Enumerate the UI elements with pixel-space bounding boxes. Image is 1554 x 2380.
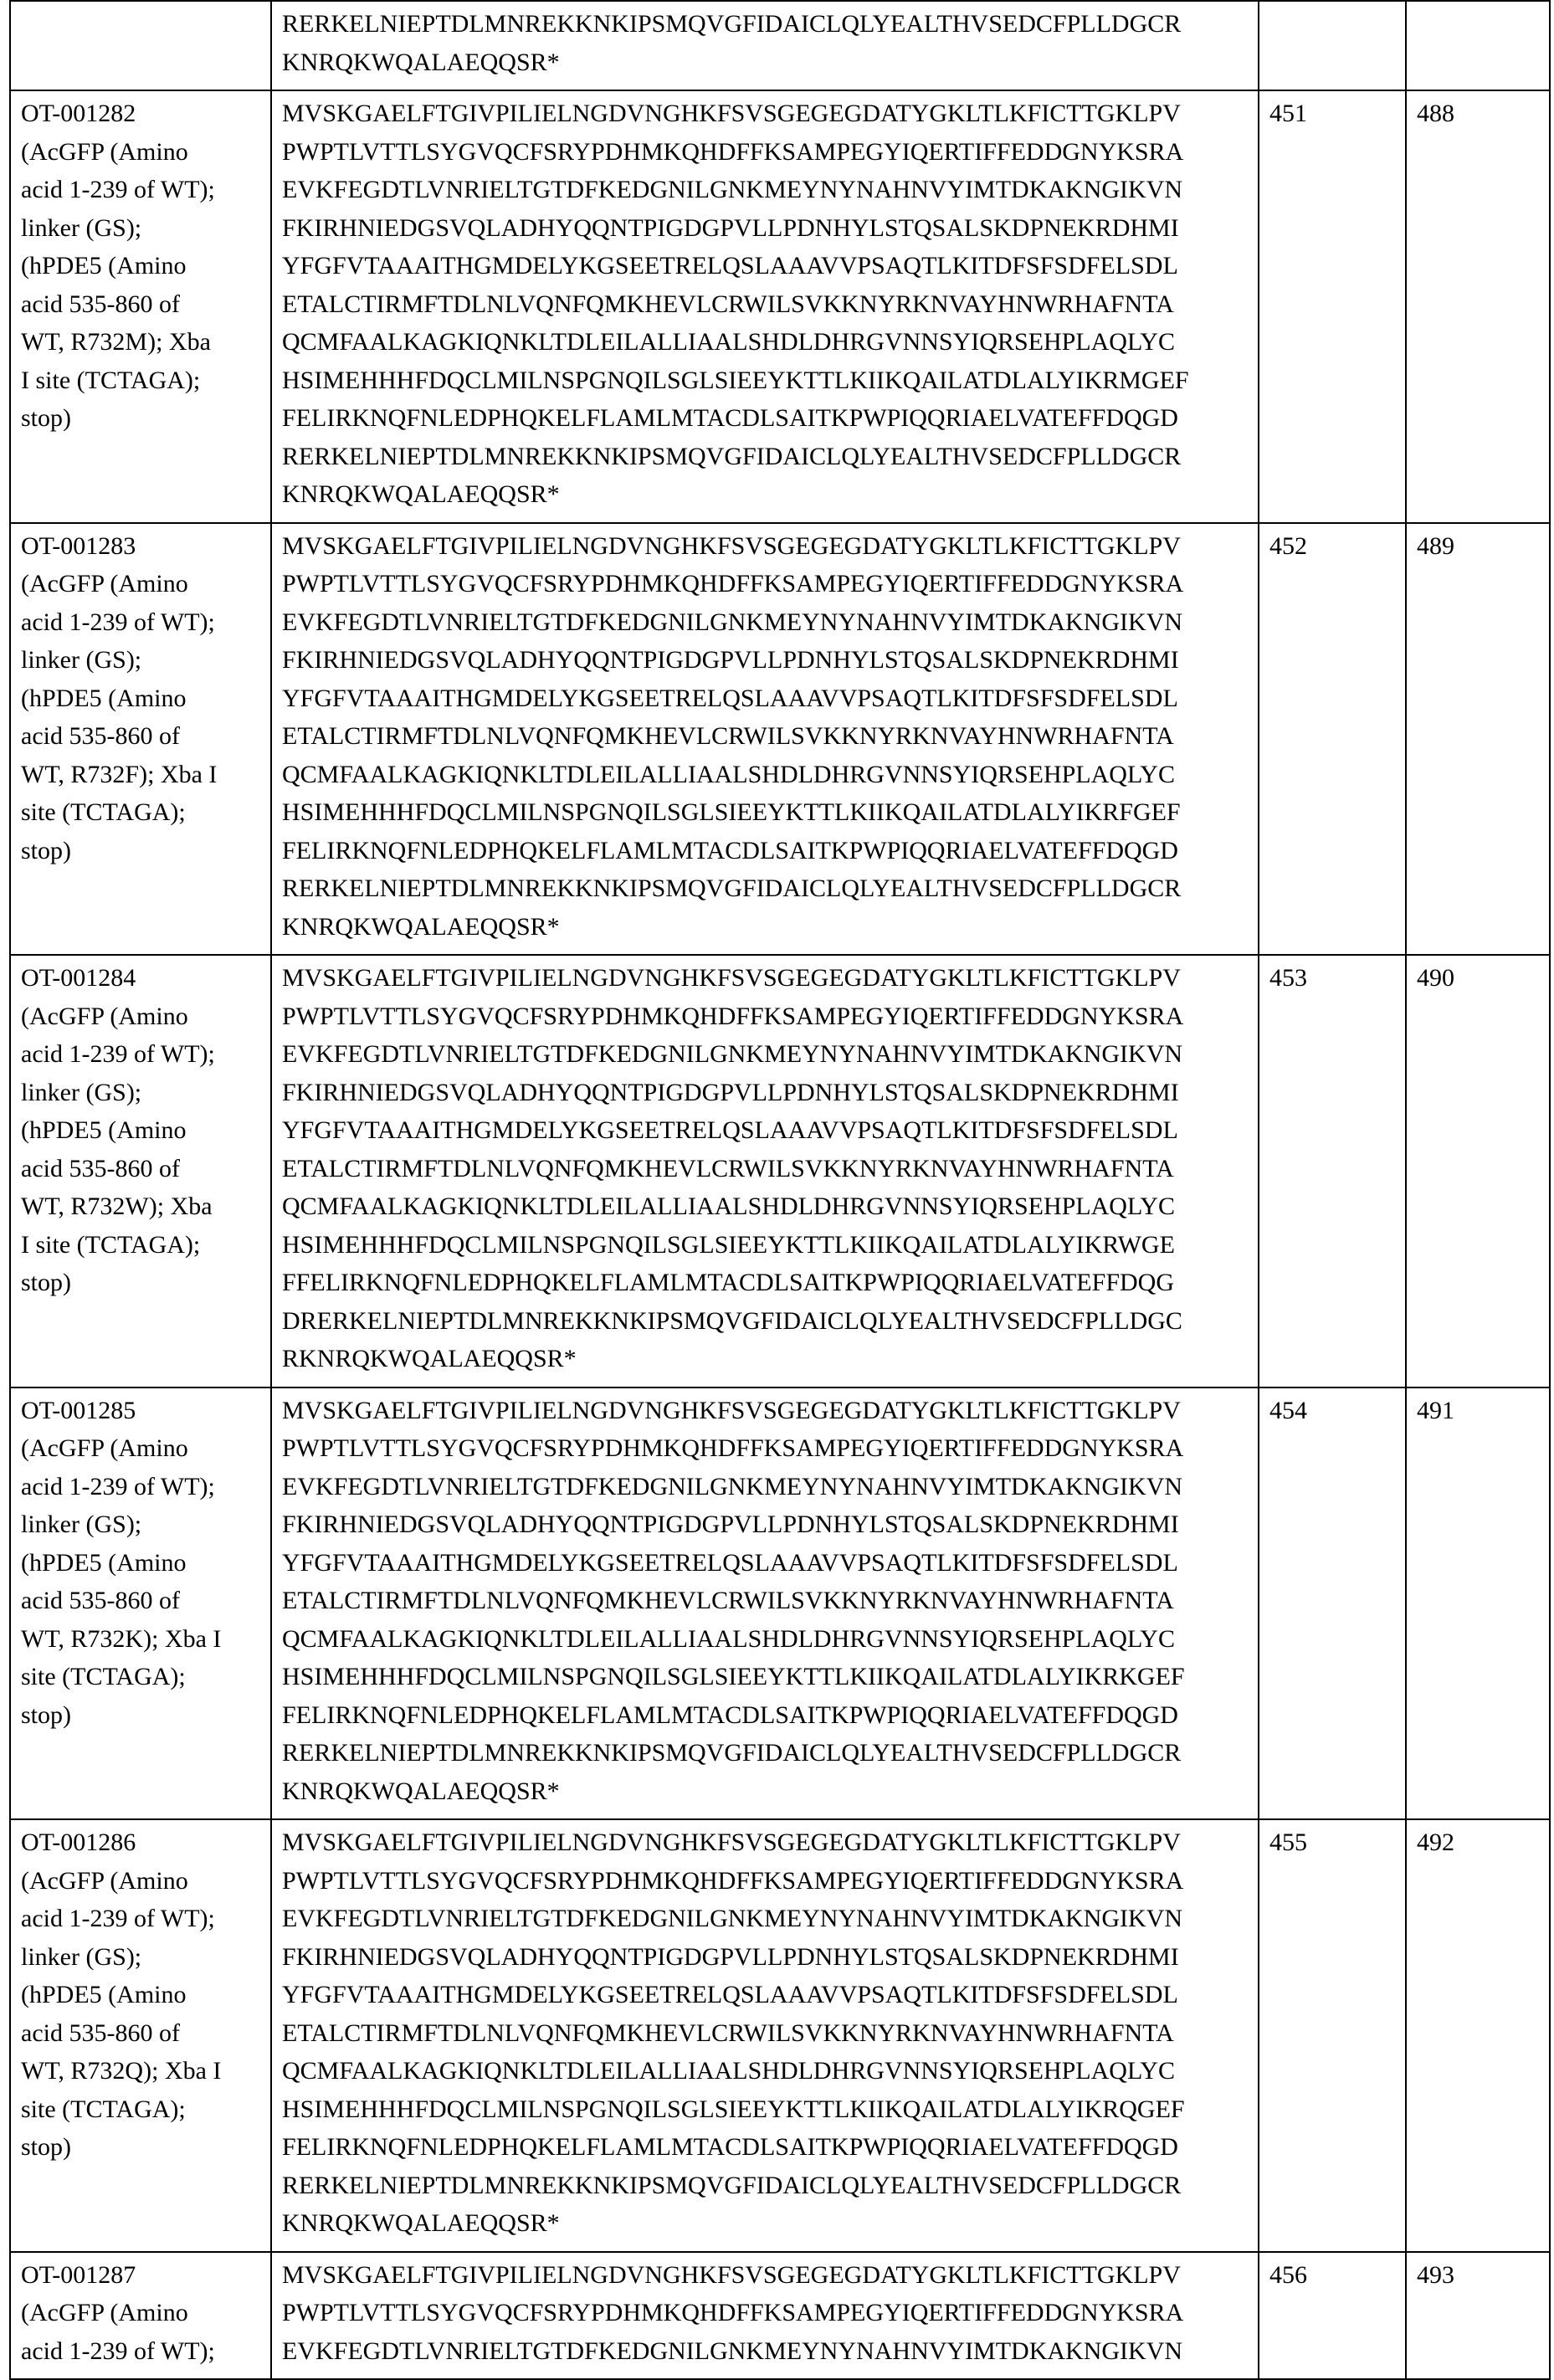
construct-name-line: (AcGFP (Amino [21, 133, 265, 172]
sequence-line: YFGFVTAAAITHGMDELYKGSEETRELQSLAAAVVPSAQTLKITDFSFSDFELSDL [282, 1976, 1253, 2014]
seq-id-nucleotide-cell: 492 [1406, 1819, 1550, 2252]
sequence-line: QCMFAALKAGKIQNKLTDLEILALLIAALSHDLDHRGVNNSYIQRSEHPLAQLYC [282, 2052, 1253, 2090]
construct-name-line: (hPDE5 (Amino [21, 247, 265, 285]
sequence-line: FFELIRKNQFNLEDPHQKELFLAMLMTACDLSAITKPWPIQQRIAELVATEFFDQG [282, 1264, 1253, 1302]
sequence-line: PWPTLVTTLSYGVQCFSRYPDHMKQHDFFKSAMPEGYIQERTIFFEDDGNYKSRA [282, 1862, 1253, 1900]
construct-name-line: WT, R732K); Xba I [21, 1620, 265, 1659]
sequence-cell [271, 955, 1259, 1387]
construct-name-line: acid 535-860 of [21, 1582, 265, 1620]
sequence-line: FELIRKNQFNLEDPHQKELFLAMLMTACDLSAITKPWPIQQRIAELVATEFFDQGD [282, 1696, 1253, 1735]
sequence-line: ETALCTIRMFTDLNLVQNFQMKHEVLCRWILSVKKNYRKNVAYHNWRHAFNTA [282, 1582, 1253, 1620]
construct-name-line: I site (TCTAGA); [21, 1226, 265, 1264]
construct-name-line: OT-001287 [21, 2256, 265, 2295]
construct-name-line: stop) [21, 399, 265, 438]
sequence-line: QCMFAALKAGKIQNKLTDLEILALLIAALSHDLDHRGVNNSYIQRSEHPLAQLYC [282, 756, 1253, 794]
sequence-line: YFGFVTAAAITHGMDELYKGSEETRELQSLAAAVVPSAQTLKITDFSFSDFELSDL [282, 1544, 1253, 1582]
sequence-line: ETALCTIRMFTDLNLVQNFQMKHEVLCRWILSVKKNYRKNVAYHNWRHAFNTA [282, 2014, 1253, 2053]
sequence-line: RERKELNIEPTDLMNREKKNKIPSMQVGFIDAICLQLYEALTHVSEDCFPLLDGCR [282, 1734, 1253, 1772]
sequence-line: QCMFAALKAGKIQNKLTDLEILALLIAALSHDLDHRGVNNSYIQRSEHPLAQLYC [282, 1620, 1253, 1659]
seq-id-nucleotide-cell [1406, 1, 1550, 90]
seq-id-nucleotide-cell: 491 [1406, 1387, 1550, 1820]
construct-name-line: OT-001286 [21, 1823, 265, 1862]
construct-name-line: acid 1-239 of WT); [21, 1900, 265, 1938]
sequence-line: HSIMEHHHFDQCLMILNSPGNQILSGLSIEEYKTTLKIIKQAILATDLALYIKRFGEF [282, 793, 1253, 832]
sequence-line: FELIRKNQFNLEDPHQKELFLAMLMTACDLSAITKPWPIQQRIAELVATEFFDQGD [282, 832, 1253, 870]
sequence-line: YFGFVTAAAITHGMDELYKGSEETRELQSLAAAVVPSAQTLKITDFSFSDFELSDL [282, 1111, 1253, 1150]
construct-name-line: acid 535-860 of [21, 285, 265, 324]
sequence-line: HSIMEHHHFDQCLMILNSPGNQILSGLSIEEYKTTLKIIKQAILATDLALYIKRKGEF [282, 1658, 1253, 1696]
table-row [10, 2252, 1550, 2380]
sequence-line: RERKELNIEPTDLMNREKKNKIPSMQVGFIDAICLQLYEALTHVSEDCFPLLDGCR [282, 2167, 1253, 2205]
construct-name-line: stop) [21, 1696, 265, 1735]
construct-name-line: (AcGFP (Amino [21, 1429, 265, 1468]
construct-name-cell [10, 1819, 271, 2252]
sequence-cell [271, 90, 1259, 523]
construct-name-line: linker (GS); [21, 641, 265, 680]
sequence-line: KNRQKWQALAEQQSR* [282, 1772, 1253, 1811]
seq-id-protein-cell: 452 [1259, 523, 1406, 956]
construct-name-line: site (TCTAGA); [21, 793, 265, 832]
seq-id-nucleotide-cell: 488 [1406, 90, 1550, 523]
sequence-line: FKIRHNIEDGSVQLADHYQQNTPIGDGPVLLPDNHYLSTQSALSKDPNEKRDHMI [282, 1505, 1253, 1544]
construct-name-line: WT, R732M); Xba [21, 323, 265, 362]
table-row [10, 1387, 1550, 1820]
construct-name-cell [10, 1387, 271, 1820]
table-body [10, 1, 1550, 2379]
sequence-line: ETALCTIRMFTDLNLVQNFQMKHEVLCRWILSVKKNYRKNVAYHNWRHAFNTA [282, 717, 1253, 756]
sequence-line: MVSKGAELFTGIVPILIELNGDVNGHKFSVSGEGEGDATYGKLTLKFICTTGKLPV [282, 95, 1253, 133]
sequence-line: PWPTLVTTLSYGVQCFSRYPDHMKQHDFFKSAMPEGYIQERTIFFEDDGNYKSRA [282, 565, 1253, 603]
seq-id-nucleotide-cell: 490 [1406, 955, 1550, 1387]
seq-id-protein-cell [1259, 1, 1406, 90]
construct-name-line: acid 1-239 of WT); [21, 603, 265, 642]
sequence-line: MVSKGAELFTGIVPILIELNGDVNGHKFSVSGEGEGDATYGKLTLKFICTTGKLPV [282, 2256, 1253, 2295]
sequence-line: DRERKELNIEPTDLMNREKKNKIPSMQVGFIDAICLQLYEALTHVSEDCFPLLDGC [282, 1302, 1253, 1341]
sequence-line: FKIRHNIEDGSVQLADHYQQNTPIGDGPVLLPDNHYLSTQSALSKDPNEKRDHMI [282, 1074, 1253, 1112]
construct-name-line: site (TCTAGA); [21, 1658, 265, 1696]
sequence-line: ETALCTIRMFTDLNLVQNFQMKHEVLCRWILSVKKNYRKNVAYHNWRHAFNTA [282, 285, 1253, 324]
sequence-line: RERKELNIEPTDLMNREKKNKIPSMQVGFIDAICLQLYEALTHVSEDCFPLLDGCR [282, 869, 1253, 908]
sequence-line: FELIRKNQFNLEDPHQKELFLAMLMTACDLSAITKPWPIQQRIAELVATEFFDQGD [282, 2128, 1253, 2167]
construct-name-line: stop) [21, 832, 265, 870]
construct-name-line: (hPDE5 (Amino [21, 680, 265, 718]
construct-name-line: acid 1-239 of WT); [21, 1035, 265, 1074]
sequence-line: MVSKGAELFTGIVPILIELNGDVNGHKFSVSGEGEGDATYGKLTLKFICTTGKLPV [282, 1823, 1253, 1862]
sequence-line: FKIRHNIEDGSVQLADHYQQNTPIGDGPVLLPDNHYLSTQSALSKDPNEKRDHMI [282, 1938, 1253, 1977]
construct-name-line: OT-001285 [21, 1392, 265, 1430]
sequence-line: YFGFVTAAAITHGMDELYKGSEETRELQSLAAAVVPSAQTLKITDFSFSDFELSDL [282, 680, 1253, 718]
construct-name-line: (hPDE5 (Amino [21, 1111, 265, 1150]
sequence-line: HSIMEHHHFDQCLMILNSPGNQILSGLSIEEYKTTLKIIKQAILATDLALYIKRWGE [282, 1226, 1253, 1264]
seq-id-protein-cell: 454 [1259, 1387, 1406, 1820]
construct-name-line: linker (GS); [21, 1505, 265, 1544]
construct-name-line: OT-001282 [21, 95, 265, 133]
construct-name-cell [10, 2252, 271, 2380]
sequence-line: FKIRHNIEDGSVQLADHYQQNTPIGDGPVLLPDNHYLSTQSALSKDPNEKRDHMI [282, 641, 1253, 680]
sequence-line: YFGFVTAAAITHGMDELYKGSEETRELQSLAAAVVPSAQTLKITDFSFSDFELSDL [282, 247, 1253, 285]
construct-name-line: I site (TCTAGA); [21, 362, 265, 400]
construct-name-cell [10, 523, 271, 956]
construct-name-line: linker (GS); [21, 209, 265, 248]
construct-name-cell [10, 955, 271, 1387]
sequence-line: ETALCTIRMFTDLNLVQNFQMKHEVLCRWILSVKKNYRKNVAYHNWRHAFNTA [282, 1150, 1253, 1188]
sequence-line: EVKFEGDTLVNRIELTGTDFKEDGNILGNKMEYNYNAHNVYIMTDKAKNGIKVN [282, 1900, 1253, 1938]
sequence-line: RKNRQKWQALAEQQSR* [282, 1340, 1253, 1378]
construct-name-line: WT, R732Q); Xba I [21, 2052, 265, 2090]
construct-name-line: acid 1-239 of WT); [21, 171, 265, 209]
sequence-table [9, 0, 1551, 2380]
construct-name-line: (AcGFP (Amino [21, 998, 265, 1036]
sequence-cell [271, 1387, 1259, 1820]
construct-name-line: WT, R732F); Xba I [21, 756, 265, 794]
sequence-line: QCMFAALKAGKIQNKLTDLEILALLIAALSHDLDHRGVNNSYIQRSEHPLAQLYC [282, 1187, 1253, 1226]
seq-id-protein-cell: 451 [1259, 90, 1406, 523]
seq-id-protein-cell: 455 [1259, 1819, 1406, 2252]
construct-name-line: OT-001284 [21, 959, 265, 998]
seq-id-nucleotide-cell: 489 [1406, 523, 1550, 956]
construct-name-line: OT-001283 [21, 527, 265, 566]
sequence-line: PWPTLVTTLSYGVQCFSRYPDHMKQHDFFKSAMPEGYIQERTIFFEDDGNYKSRA [282, 998, 1253, 1036]
sequence-line: HSIMEHHHFDQCLMILNSPGNQILSGLSIEEYKTTLKIIKQAILATDLALYIKRQGEF [282, 2090, 1253, 2129]
construct-name-line: (hPDE5 (Amino [21, 1544, 265, 1582]
sequence-line: EVKFEGDTLVNRIELTGTDFKEDGNILGNKMEYNYNAHNVYIMTDKAKNGIKVN [282, 603, 1253, 642]
sequence-line: HSIMEHHHFDQCLMILNSPGNQILSGLSIEEYKTTLKIIKQAILATDLALYIKRMGEF [282, 362, 1253, 400]
table-row [10, 955, 1550, 1387]
sequence-cell [271, 1819, 1259, 2252]
seq-id-nucleotide-cell: 493 [1406, 2252, 1550, 2380]
sequence-line: PWPTLVTTLSYGVQCFSRYPDHMKQHDFFKSAMPEGYIQERTIFFEDDGNYKSRA [282, 133, 1253, 172]
sequence-line: EVKFEGDTLVNRIELTGTDFKEDGNILGNKMEYNYNAHNVYIMTDKAKNGIKVN [282, 1468, 1253, 1506]
sequence-cell [271, 523, 1259, 956]
seq-id-protein-cell: 453 [1259, 955, 1406, 1387]
construct-name-line: WT, R732W); Xba [21, 1187, 265, 1226]
sequence-line: PWPTLVTTLSYGVQCFSRYPDHMKQHDFFKSAMPEGYIQERTIFFEDDGNYKSRA [282, 1429, 1253, 1468]
sequence-line: MVSKGAELFTGIVPILIELNGDVNGHKFSVSGEGEGDATYGKLTLKFICTTGKLPV [282, 1392, 1253, 1430]
construct-name-line: (AcGFP (Amino [21, 565, 265, 603]
construct-name-line: (AcGFP (Amino [21, 2294, 265, 2332]
sequence-line: RERKELNIEPTDLMNREKKNKIPSMQVGFIDAICLQLYEALTHVSEDCFPLLDGCR [282, 5, 1253, 44]
sequence-line: EVKFEGDTLVNRIELTGTDFKEDGNILGNKMEYNYNAHNVYIMTDKAKNGIKVN [282, 171, 1253, 209]
sequence-line: FKIRHNIEDGSVQLADHYQQNTPIGDGPVLLPDNHYLSTQSALSKDPNEKRDHMI [282, 209, 1253, 248]
sequence-line: KNRQKWQALAEQQSR* [282, 2204, 1253, 2243]
construct-name-line: (AcGFP (Amino [21, 1862, 265, 1900]
sequence-line: EVKFEGDTLVNRIELTGTDFKEDGNILGNKMEYNYNAHNVYIMTDKAKNGIKVN [282, 2332, 1253, 2371]
sequence-cell [271, 2252, 1259, 2380]
table-row [10, 1, 1550, 90]
table-row [10, 1819, 1550, 2252]
sequence-line: KNRQKWQALAEQQSR* [282, 44, 1253, 82]
construct-name-cell [10, 90, 271, 523]
table-row [10, 90, 1550, 523]
construct-name-line: acid 1-239 of WT); [21, 2332, 265, 2371]
seq-id-protein-cell: 456 [1259, 2252, 1406, 2380]
sequence-line: MVSKGAELFTGIVPILIELNGDVNGHKFSVSGEGEGDATYGKLTLKFICTTGKLPV [282, 959, 1253, 998]
construct-name-line: (hPDE5 (Amino [21, 1976, 265, 2014]
construct-name-cell [10, 1, 271, 90]
sequence-line: FELIRKNQFNLEDPHQKELFLAMLMTACDLSAITKPWPIQQRIAELVATEFFDQGD [282, 399, 1253, 438]
construct-name-line: acid 535-860 of [21, 717, 265, 756]
sequence-cell [271, 1, 1259, 90]
sequence-line: MVSKGAELFTGIVPILIELNGDVNGHKFSVSGEGEGDATYGKLTLKFICTTGKLPV [282, 527, 1253, 566]
sequence-line: KNRQKWQALAEQQSR* [282, 908, 1253, 946]
sequence-line: PWPTLVTTLSYGVQCFSRYPDHMKQHDFFKSAMPEGYIQERTIFFEDDGNYKSRA [282, 2294, 1253, 2332]
construct-name-line: stop) [21, 2128, 265, 2167]
construct-name-line: linker (GS); [21, 1074, 265, 1112]
construct-name-line: acid 535-860 of [21, 2014, 265, 2053]
sequence-line: KNRQKWQALAEQQSR* [282, 475, 1253, 514]
construct-name-line: acid 1-239 of WT); [21, 1468, 265, 1506]
construct-name-line: site (TCTAGA); [21, 2090, 265, 2129]
sequence-line: QCMFAALKAGKIQNKLTDLEILALLIAALSHDLDHRGVNNSYIQRSEHPLAQLYC [282, 323, 1253, 362]
construct-name-line: stop) [21, 1264, 265, 1302]
sequence-line: RERKELNIEPTDLMNREKKNKIPSMQVGFIDAICLQLYEALTHVSEDCFPLLDGCR [282, 438, 1253, 476]
construct-name-line: acid 535-860 of [21, 1150, 265, 1188]
construct-name-line: linker (GS); [21, 1938, 265, 1977]
sequence-line: EVKFEGDTLVNRIELTGTDFKEDGNILGNKMEYNYNAHNVYIMTDKAKNGIKVN [282, 1035, 1253, 1074]
table-row [10, 523, 1550, 956]
